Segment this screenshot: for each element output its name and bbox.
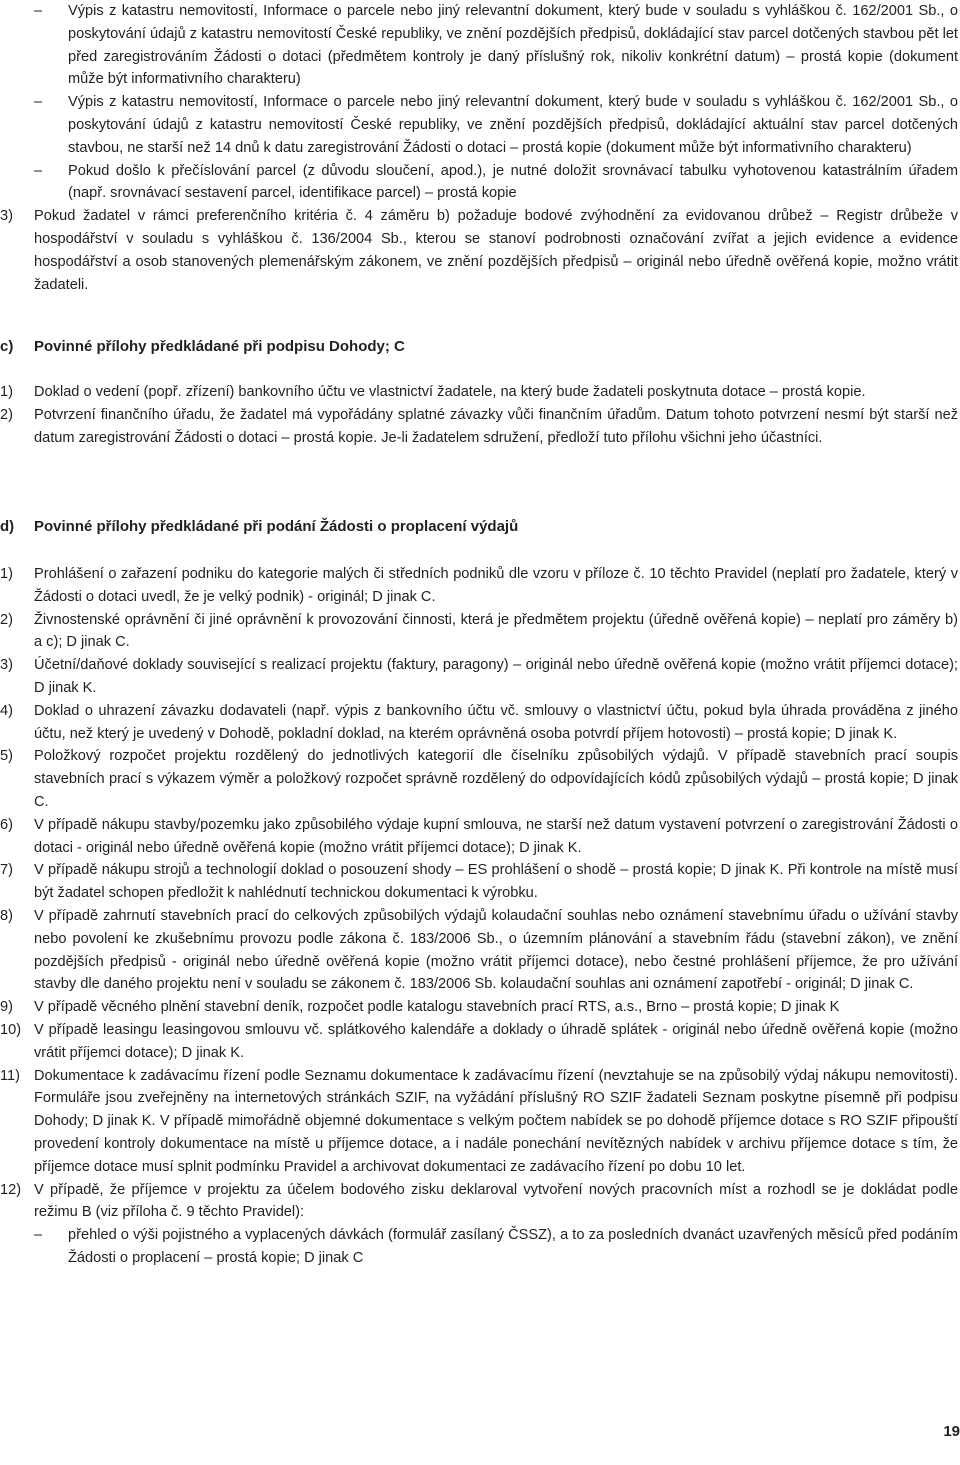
- item-number: 3): [0, 657, 13, 674]
- item-number: 8): [0, 907, 13, 924]
- section-title: Povinné přílohy předkládané při podpisu Dohody; C: [34, 338, 405, 355]
- list-item: [0, 160, 960, 206]
- numbered-item: [0, 381, 960, 404]
- item-number: 1): [0, 566, 13, 582]
- numbered-item: [0, 814, 960, 860]
- numbered-item: [0, 996, 960, 1019]
- section-d-list: [0, 563, 960, 1270]
- item-text: V případě leasingu leasingovou smlouvu vč. splátkového kalendáře a doklady o úhradě splátek - originál nebo úředně ověřená kopie (možno vrátit příjemci dotace); D jinak K.: [34, 1021, 958, 1061]
- item-text: Účetní/daňové doklady související s realizací projektu (faktury, paragony) – originál nebo úředně ověřená kopie (možno vrátit příjemci dotace); D jinak K.: [34, 657, 958, 696]
- numbered-item: [0, 745, 960, 813]
- item-number: 4): [0, 702, 13, 719]
- item-text: Doklad o vedení (popř. zřízení) bankovního účtu ve vlastnictví žadatele, na který bude žadateli poskytnuta dotace – prostá kopie.: [34, 384, 866, 400]
- item-number: 6): [0, 816, 13, 833]
- item-number: 2): [0, 611, 13, 628]
- section-title: Povinné přílohy předkládané při podání Žádosti o proplacení výdajů: [34, 518, 519, 535]
- dash-bullet: –: [34, 162, 43, 179]
- numbered-item: [0, 1065, 960, 1179]
- page-number: 19: [943, 1423, 960, 1440]
- item-text: V případě, že příjemce v projektu za účelem bodového zisku deklaroval vytvoření nových pracovních míst a rozhodl se je dokládat podle režimu B (viz příloha č. 9 těchto Pravidel):: [34, 1181, 958, 1221]
- list-item-text: Výpis z katastru nemovitostí, Informace o parcele nebo jiný relevantní dokument, který bude v souladu s vyhláškou č. 162/2001 Sb., o poskytování údajů z katastru nemovitostí České republiky, ve znění pozdějších předpisů, dokládající stav parcel dotčených stavbou pět let před zaregistrováním Žádosti o dotaci (předmětem kontroly je daný příslušný rok, nikoliv konkrétní datum) – prostá kopie (dokument může být informativního charakteru): [68, 3, 958, 88]
- item-number: 3): [0, 208, 13, 225]
- list-item-text: Výpis z katastru nemovitostí, Informace o parcele nebo jiný relevantní dokument, který bude v souladu s vyhláškou č. 162/2001 Sb., o poskytování údajů z katastru nemovitostí České republiky, ve znění pozdějších předpisů, dokládající aktuální stav parcel dotčených stavbou, ne starší než 14 dnů k datu zaregistrování Žádosti o dotaci – prostá kopie (dokument může být informativního charakteru): [68, 94, 958, 156]
- item-number: 12): [0, 1181, 22, 1198]
- list-item: [0, 0, 960, 91]
- item-number: 10): [0, 1021, 22, 1038]
- numbered-item: [0, 654, 960, 700]
- item-text: Živnostenské oprávnění či jiné oprávnění k provozování činnosti, která je předmětem projektu (úředně ověřená kopie) – neplatí pro záměry b) a c); D jinak C.: [34, 611, 958, 651]
- numbered-item: [0, 205, 960, 296]
- item-text: V případě nákupu stavby/pozemku jako způsobilého výdaje kupní smlouva, ne starší než datum vystavení potvrzení o zaregistrování Žádosti o dotaci - originál nebo úředně ověřená kopie (možno vrátit příjemci dotace); D jinak K.: [34, 816, 958, 856]
- item-number: 9): [0, 999, 13, 1016]
- numbered-item: [0, 905, 960, 996]
- dash-bullet: –: [34, 3, 43, 19]
- item-text: Dokumentace k zadávacímu řízení podle Seznamu dokumentace k zadávacímu řízení (nevztahuje se na způsobilý výdaj nákupu nemovitosti). Formuláře jsou zveřejněny na internetových stránkách SZIF, na vyžádání příslušný RO SZIF žadateli Seznam poskytne písemně při podpisu Dohody; D jinak K. V případě mimořádně objemné dokumentace s velkým počtem nabídek se po dohodě příjemce dotace s RO SZIF připouští provedení kontroly dokumentace na místě u příjemce dotace, a i nadále ponechání nevítězných nabídek v archivu příjemce dotace s tím, že příjemce dotace musí splnit podmínku Pravidel a archivovat dokumentaci ze zadávacího řízení po dobu 10 let.: [34, 1067, 958, 1175]
- item-number: 1): [0, 384, 13, 400]
- list-item-text: Pokud došlo k přečíslování parcel (z důvodu sloučení, apod.), je nutné doložit srovnávací tabulku vyhotovenou katastrálním úřadem (např. srovnávací sestavení parcel, identifikace parcel) – prostá kopie: [68, 162, 958, 202]
- sub-list-item: [0, 1224, 960, 1270]
- section-heading-c: [0, 336, 960, 359]
- item-number: 2): [0, 406, 13, 423]
- dash-bullet: –: [34, 1227, 43, 1244]
- item-text: V případě nákupu strojů a technologií doklad o posouzení shody – ES prohlášení o shodě – prostá kopie; D jinak K. Při kontrole na místě musí být žadatel schopen předložit k nahlédnutí technickou dokumentaci k výrobku.: [34, 862, 958, 902]
- item-text: Potvrzení finančního úřadu, že žadatel má vypořádány splatné závazky vůči finančním úřadům. Datum tohoto potvrzení nesmí být starší než datum zaregistrování Žádosti o dotaci – prostá kopie. Je-li žadatelem sdružení, předloží tuto přílohu všichni jeho účastníci.: [34, 406, 958, 446]
- item-text: V případě věcného plnění stavební deník, rozpočet podle katalogu stavebních prací RTS, a.s., Brno – prostá kopie; D jinak K: [34, 999, 840, 1016]
- item-number: 11): [0, 1067, 21, 1084]
- section-letter: c): [0, 338, 14, 355]
- item-number: 5): [0, 748, 13, 765]
- item-text: Prohlášení o zařazení podniku do kategorie malých či středních podniků dle vzoru v příloze č. 10 těchto Pravidel (neplatí pro žadatele, který v Žádosti o dotaci uvedl, že je velký podnik) - originál; D jinak C.: [34, 566, 958, 605]
- numbered-item: [0, 563, 960, 609]
- section-letter: d): [0, 518, 15, 535]
- numbered-item: [0, 859, 960, 905]
- item-text: Položkový rozpočet projektu rozdělený do jednotlivých kategorií dle číselníku způsobilých výdajů. V případě stavebních prací soupis stavebních prací s výkazem výměr a položkový rozpočet správně rozdělený do odpovídajících kódů způsobilých výdajů – prostá kopie; D jinak C.: [34, 748, 958, 810]
- item-text: V případě zahrnutí stavebních prací do celkových způsobilých výdajů kolaudační souhlas nebo oznámení stavebnímu úřadu o užívání stavby nebo povolení ke zkušebnímu provozu podle zákona č. 183/2006 Sb., o územním plánování a stavebním řádu (stavební zákon), ve znění pozdějších předpisů - originál nebo úředně ověřená kopie (možno vrátit příjemci dotace), nebo čestné prohlášení příjemce, že pro užívání stavby dle daného projektu není v souladu se zákonem č. 183/2006 Sb. kolaudační souhlas ani oznámení zapotřebí - originál; D jinak C.: [34, 907, 958, 993]
- numbered-item: [0, 404, 960, 450]
- item-text: Doklad o uhrazení závazku dodavateli (např. výpis z bankovního účtu vč. smlouvy o vlastnictví účtu, pokud byla úhrada prováděna z jiného účtu, než který je uvedený v Dohodě, pokladní doklad, na kterém oprávněná osoba potvrdí příjem hotovosti) – prostá kopie; D jinak K.: [34, 702, 958, 742]
- section-heading-d: [0, 516, 960, 539]
- list-item-text: přehled o výši pojistného a vyplacených dávkách (formulář zasílaný ČSSZ), a to za posledních dvanáct uzavřených měsíců před podáním Žádosti o proplacení – prostá kopie; D jinak C: [68, 1227, 958, 1266]
- section-c-list: [0, 381, 960, 449]
- top-block: [0, 0, 960, 296]
- item-text: Pokud žadatel v rámci preferenčního kritéria č. 4 záměru b) požaduje bodové zvýhodnění za evidovanou drůbež – Registr drůbeže v hospodářství v souladu s vyhláškou č. 136/2004 Sb., kterou se stanoví podrobnosti označování zvířat a jejich evidence a evidence hospodářství a osob stanovených plemenářským zákonem, ve znění pozdějších předpisů – originál nebo úředně ověřená kopie, možno vrátit žadateli.: [34, 208, 958, 293]
- numbered-item: [0, 1019, 960, 1065]
- list-item: [0, 91, 960, 159]
- dash-bullet: –: [34, 94, 43, 111]
- numbered-item: [0, 1179, 960, 1225]
- numbered-item: [0, 609, 960, 655]
- numbered-item: [0, 700, 960, 746]
- item-number: 7): [0, 862, 13, 879]
